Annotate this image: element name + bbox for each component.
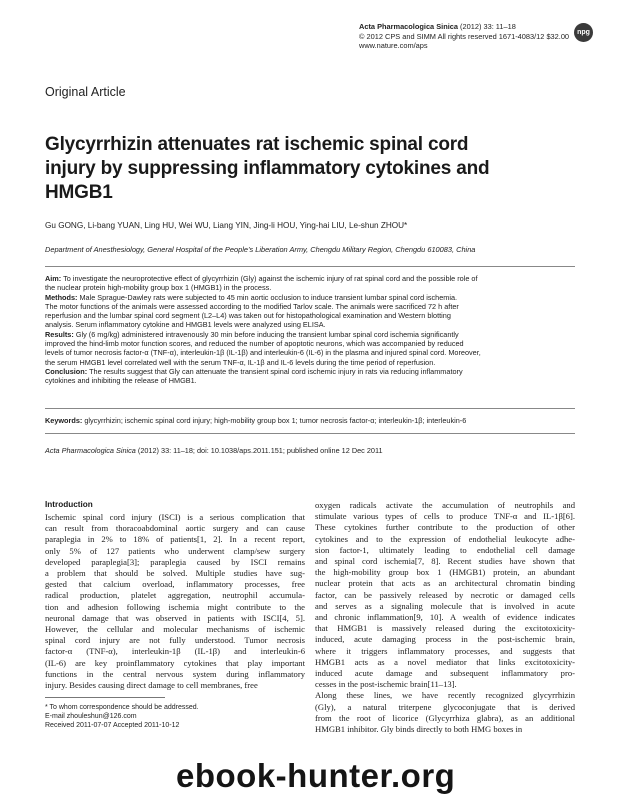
body-line: neuronal damage that was observed in patients with ISCI[4, 5]. <box>45 612 305 623</box>
body-line: However, the cellular and molecular mechanisms of ischemic <box>45 624 305 635</box>
abstract-line: cytokines and inhibiting the release of HMGB1. <box>45 376 197 386</box>
body-line: where it triggers inflammatory processes, and suggests that <box>315 645 575 656</box>
body-line: Ischemic spinal cord injury (ISCI) is a serious complication that <box>45 512 305 522</box>
conclusion-label: Conclusion: <box>45 366 88 376</box>
npg-logo-icon: npg <box>574 23 593 42</box>
abstract-methods <box>45 293 585 302</box>
body-line: the high-mobility group box 1 (HMGB1) protein, an abundant <box>315 567 575 578</box>
body-line: tion and adhesion following ischemia might contribute to the <box>45 601 305 612</box>
results-text: Gly (6 mg/kg) administered intravenously 30 min before inducing the transient lumbar spinal cord ischemia significantly <box>73 329 459 339</box>
journal-header <box>359 22 569 51</box>
abstract-line: the serum HMGB1 level correlated well with the serum TNF-α, IL-1β and IL-6 levels during the time period of reperfusion. <box>45 357 436 367</box>
title-line: injury by suppressing inflammatory cytokines and <box>45 158 490 179</box>
keywords-label: Keywords: <box>45 416 83 425</box>
citation-journal: Acta Pharmacologica Sinica <box>45 446 136 455</box>
aim-text: To investigate the neuroprotective effect of glycyrrhizin (Gly) against the ischemic injury of rat spinal cord and the possible role of <box>61 274 478 283</box>
body-line: spinal cord injury are not fully understood. Tumor necrosis <box>45 635 305 646</box>
abstract-line: analysis. Serum inflammatory cytokine and HMGB1 levels were analyzed using ELISA. <box>45 320 326 330</box>
body-line: sion factor-1, ultimately leading to endothelial cell damage <box>315 544 575 555</box>
introduction-heading: Introduction <box>45 500 93 509</box>
body-line: and serves as a signaling molecule that is involved in acute <box>315 600 575 611</box>
aim-label: Aim: <box>45 274 62 283</box>
conclusion-text: The results suggest that Gly can attenuate the transient spinal cord ischemic injury in rats via reducing inflammatory <box>87 366 463 376</box>
email-line: E-mail zhouleshun@126.com <box>45 713 137 720</box>
body-line: radical production, platelet aggregation, neutrophil accumula- <box>45 590 305 601</box>
body-line: factor, can be passively released by necrotic or damaged cells <box>315 589 575 600</box>
abstract-line: levels of tumor necrosis factor-α (TNF-α), interleukin-1β (IL-1β) and interleukin-6 (IL-6) in the plasma and injured spinal cord. Moreover, <box>45 348 481 358</box>
body-line: (IL-6) are key proinflammatory cytokines that play important <box>45 657 305 668</box>
divider <box>45 433 575 434</box>
body-line: a problem that should be solved. Multiple studies have sug- <box>45 568 305 579</box>
title-line: Glycyrrhizin attenuates rat ischemic spinal cord <box>45 134 469 155</box>
footnote-rule <box>45 697 165 698</box>
methods-text: Male Sprague-Dawley rats were subjected to 45 min aortic occlusion to induce transient lumbar spinal cord ischemia. <box>77 292 458 302</box>
left-column <box>45 512 305 691</box>
body-line: injury. Besides causing direct damage to cell membranes, free <box>45 680 258 691</box>
body-line: HMGB1 acts as a novel mediator that links excitotoxicity- <box>315 656 575 667</box>
citation <box>45 446 383 455</box>
body-line: stimulate various types of cells to produce TNF-α and IL-1β[6]. <box>315 511 575 522</box>
abstract <box>45 274 585 386</box>
body-line: Along these lines, we have recently recognized glycyrrhizin <box>315 690 575 701</box>
title-line: HMGB1 <box>45 182 113 203</box>
body-line: induced, acute damaging process in the post-ischemic brain, <box>315 634 575 645</box>
body-line: and spinal cord ischemia[7, 8]. Recent studies have shown that <box>315 556 575 567</box>
copyright-line: © 2012 CPS and SIMM All rights reserved 1671-4083/12 $32.00 <box>359 31 570 41</box>
citation-rest: (2012) 33: 11–18; doi: 10.1038/aps.2011.151; published online 12 Dec 2011 <box>135 446 383 455</box>
methods-label: Methods: <box>45 292 78 302</box>
abstract-results <box>45 330 585 339</box>
watermark: ebook-hunter.org <box>176 757 456 794</box>
body-line: induced acute damage and subsequent inflammatory pro- <box>315 668 575 679</box>
abstract-aim <box>45 274 585 283</box>
abstract-line: reperfusion and the lumbar spinal cord segment (L2–L4) was taken out for histopathological examination and Western blotting <box>45 311 451 321</box>
body-line: developed paraplegia[3]; paraplegia caused by ISCI remains <box>45 556 305 567</box>
journal-name: Acta Pharmacologica Sinica <box>359 22 458 31</box>
body-line: HMGB1 inhibitor. Gly binds directly to both HMG boxes in <box>315 724 523 735</box>
body-line: factor-α (TNF-α), interleukin-1β (IL-1β) and interleukin-6 <box>45 646 305 657</box>
body-line: These cytokines further contribute to the production of other <box>315 522 575 533</box>
received-dates: Received 2011-07-07 Accepted 2011-10-12 <box>45 722 180 729</box>
abstract-line: The motor functions of the animals were assessed according to the modified Tarlov scale. The animals were sacrificed 72 h after <box>45 301 459 311</box>
author-list: Gu GONG, Li-bang YUAN, Ling HU, Wei WU, Liang YIN, Jing-li HOU, Ying-hai LIU, Le-shun ZHOU* <box>45 221 408 230</box>
article-title <box>45 133 585 205</box>
body-line: nuclear protein that acts as an architectural chromatin binding <box>315 578 575 589</box>
body-line: can result from thoracoabdominal aortic surgery and can cause <box>45 523 305 534</box>
abstract-conclusion <box>45 367 585 376</box>
affiliation: Department of Anesthesiology, General Hospital of the People’s Liberation Army, Chengdu Military Region, Chengdu 610083, China <box>45 245 476 254</box>
keywords <box>45 416 466 425</box>
body-line: functions in the central nervous system during inflammatory <box>45 668 305 679</box>
divider <box>45 408 575 409</box>
body-line: only 5% of 127 patients who underwent clamp/sew surgery <box>45 545 305 556</box>
body-line: and chronic inflammation[9, 10]. A wealth of evidence indicates <box>315 612 575 623</box>
right-column <box>315 500 575 735</box>
abstract-line: the nuclear protein high-mobility group box 1 (HMGB1) in the process. <box>45 283 272 293</box>
body-line: paraplegia in 2% to 18% of patients[1, 2]. In a recent report, <box>45 534 305 545</box>
results-label: Results: <box>45 329 74 339</box>
body-line: (Gly), a natural triterpene glycoconjugate that is derived <box>315 701 575 712</box>
footnotes <box>45 703 199 730</box>
body-line: gested that calcium overload, inflammatory processes, free <box>45 579 305 590</box>
keywords-text: glycyrrhizin; ischemic spinal cord injury; high-mobility group box 1; tumor necrosis factor-α; interleukin-1β; interleukin-6 <box>82 416 467 425</box>
body-line: oxygen radicals activate the accumulation of neutrophils and <box>315 500 575 510</box>
body-line: cesses in the post-ischemic brain[11–13]. <box>315 679 457 690</box>
body-line: that HMGB1 is massively released during the excitotoxicity- <box>315 623 575 634</box>
abstract-line: improved the hind-limb motor function scores, and reduced the number of apoptotic neurons, which was accompanied by reduced <box>45 339 464 349</box>
body-line: cytokines and to the expression of endothelial leukocyte adhe- <box>315 533 575 544</box>
divider <box>45 266 575 267</box>
section-label: Original Article <box>45 85 126 99</box>
journal-url[interactable]: www.nature.com/aps <box>359 41 428 50</box>
correspondence-note: * To whom correspondence should be addressed. <box>45 704 199 711</box>
journal-ref: (2012) 33: 11–18 <box>458 22 516 31</box>
body-line: from the root of licorice (Glycyrrhiza glabra), as an additional <box>315 712 575 723</box>
